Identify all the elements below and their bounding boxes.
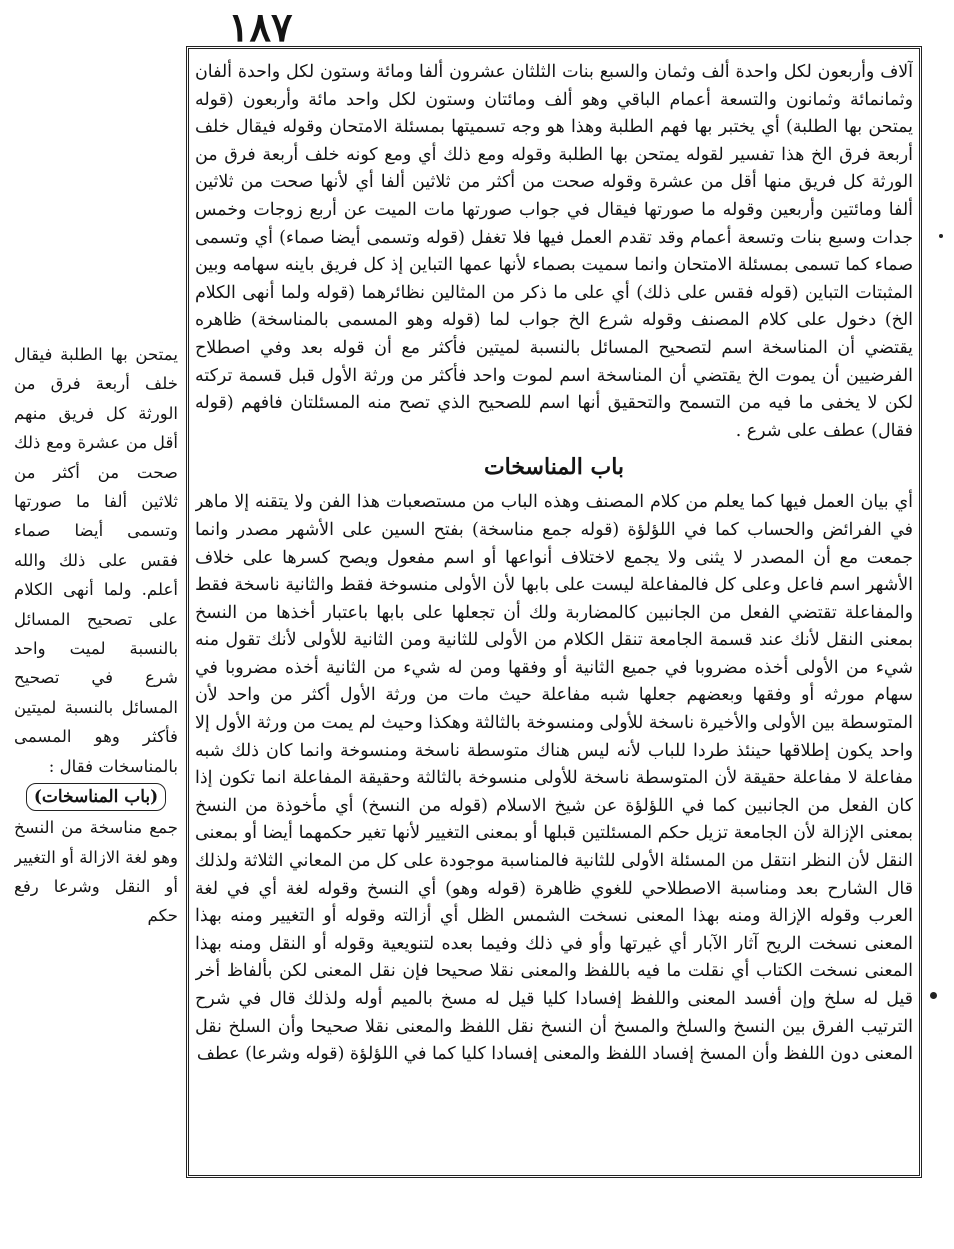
main-text-body (195, 59, 913, 1167)
commentary-paragraph-2: أي بيان العمل فيها كما يعلم من كلام المصنف وهذه الباب من مستصعبات هذا الفن ولا يتقنه إلا ماهر في الفرائض والحساب كما في اللؤلؤة (قوله جمع مناسخة) بفتح السين على الأشهر مصدر وانما جمعت مع أن المصدر لا يثنى ولا يجمع لاختلاف أنواعها أو اسم مفعول ويصح كسرها على خلاف الأشهر اسم فاعل وعلى كل فالمفاعلة ليست على بابها لأن الأولى منسوخة فقط والثانية ناسخة فقط والمفاعلة تقتضي الفعل من الجانبين كالمضاربة ولك أن تجعلها على بابها باعتبار أخذها من النسخ بمعنى النقل لأنك عند قسمة الجامعة تنقل الكلام من الأولى للثانية ومن الثانية للأولى لأنك تقول منه شيء من الأولى أخذه مضروبا في جميع الثانية أو وفقها ومن له شيء من الثانية أخذه مضروبا في سهام مورثه أو وفقها وبعضهم جعلها شبه مفاعلة حيث مات من ورثة الأول أكثر من واحد لأن المتوسطة بين الأولى والأخيرة ناسخة للأولى ومنسوخة بالثالثة وهكذا وحيث لم يمت من ورثة الأول إلا واحد يكون إطلاقها حينئذ طردا للباب لأنه ليس هناك متوسطة ناسخة ومنسوخة وانما كان ذلك شبه مفاعلة لا مفاعلة حقيقة لأن المتوسطة ناسخة للأولى منسوخة بالثالثة وحقيقة المفاعلة انما تكون إذا كان الفعل من الجانبين كما في اللؤلؤة عن شيخ الاسلام (قوله من النسخ) أي مأخوذة من النسخ بمعنى الإزالة لأن الجامعة تزيل حكم المسئلتين قبلها أو بمعنى التغيير لأنها تغير حكمهما أيضا أو بمعنى النقل لأن النظر انتقل من المسئلة الأولى للثانية فالمناسبة موجودة على كل من المعاني الثلاثة ولذلك قال الشارح بعد ومناسبة الاصطلاحي للغوي ظاهرة (قوله وهو) أي النسخ وقوله لغة أي في لغة العرب وقوله الإزالة ومنه بهذا المعنى نسخت الشمس الظل أي أزالته وقوله أو التغيير ومنه بهذا المعنى نسخت الريح آثار الآبار أي غيرتها وأو في ذلك وفيما بعده لتنويعية وقوله أو النقل ومنه بهذا المعنى نسخت الكتاب أي نقلت ما فيه باللفظ والمعنى نقلا صحيحا فإن نقل المعنى لكن بألفاظ أخر قيل له سلخ وإن أفسد المعنى واللفظ إفسادا كليا قيل له مسخ بالميم أوله ولذلك قال في شرح الترتيب الفرق بين النسخ والسلخ والمسخ أن النسخ نقل اللفظ والمعنى نقلا صحيحا وأن السلخ نقل المعنى دون اللفظ وأن المسخ إفساد اللفظ والمعنى إفسادا كليا كما في اللؤلؤة (قوله وشرعا) عطف (195, 492, 913, 1065)
margin-chapter-heading: (باب المناسخات) (26, 783, 166, 811)
chapter-heading: باب المناسخات (483, 454, 625, 481)
margin-text-2: جمع مناسخة من النسخ وهو لغة الازالة أو التغيير أو النقل وشرعا رفع حكم (14, 818, 178, 926)
margin-text-1: يمتحن بها الطلبة فيقال خلف أربعة فرق من الورثة كل فريق منهم أقل من عشرة ومع ذلك صحت من أكثر من ثلاثين ألفا ما صورتها وتسمى أيضا صماء فقس على ذلك والله أعلم. ولما أنهى الكلام على تصحيح المسائل بالنسبة لميت واحد شرع في تصحيح المسائل بالنسبة لميتين فأكثر وهو المسمى بالمناسخات فقال : (14, 345, 178, 776)
page-number: ١٨٧ (228, 4, 293, 51)
ink-dot-1 (930, 992, 937, 999)
ink-dot-2 (939, 234, 943, 238)
commentary-paragraph-1: آلاف وأربعون لكل واحدة ألف وثمان والسبع بنات الثلثان عشرون ألفا ومائة وستون لكل واحدة ألفان وثمانمائة وثمانون والتسعة أعمام الباقي وهو ألف ومائتان وستون لكل واحد مائة وأربعون (قوله يمتحن بها الطلبة) أي يختبر بها فهم الطلبة وهذا هو وجه تسميتها بمسئلة الامتحان وقوله فيقال خلف أربعة فرق الخ هذا تفسير لقوله يمتحن بها الطلبة وقوله ومع ذلك أي ومع كونه خلف أربعة فرق من الورثة كل فريق منها أقل من عشرة وقوله صحت من أكثر من ثلاثين ألفا أي لأنها صحت من ثلاثين ألفا ومائتين وأربعين وقوله ما صورتها فيقال في جواب صورتها مات الميت عن أربع زوجات وخمس جدات وسبع بنات وتسعة أعمام وقد تقدم العمل فيها فلا تغفل (قوله وتسمى أيضا صماء) أي وتسمى صماء كما تسمى بمسئلة الامتحان وانما سميت بصماء لأنها عمها التباين إذ كل فريق باينه سهامه وبين المثبتات التباين (قوله فقس على ذلك) أي على ما ذكر من المثالين نظائرهما (قوله ولما أنهى الكلام الخ) دخول على كلام المصنف وقوله شرع الخ جواب لما (قوله وهو المسمى بالمناسخة) ظاهره يقتضي أن المناسخة اسم لتصحيح المسائل بالنسبة لميتين فأكثر مع أن قوله بعد وفي اصطلاح الفرضيين أن يموت الخ يقتضي أن المناسخة اسم لموت واحد فأكثر من ورثة الأول قبل قسمة تركته لكن لا يخفى ما فيه من التسمح والتحقيق أنها اسم للصحيح الذي تصح منه المسئلتان فافهم (قوله فقال) عطف على شرع . (195, 62, 913, 441)
margin-column (14, 340, 178, 931)
main-text-frame (186, 46, 922, 1178)
